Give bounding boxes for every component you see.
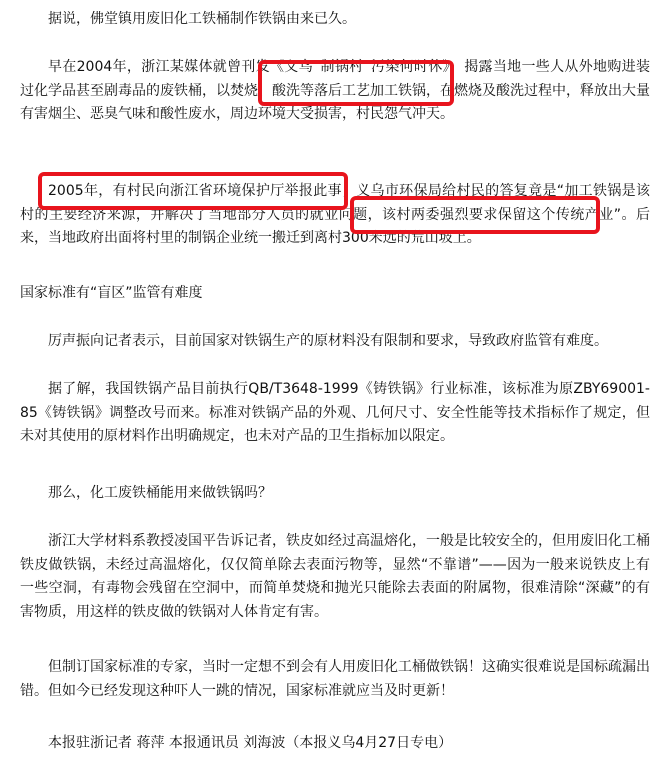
paragraph-2004-report: 早在2004年，浙江某媒体就曾刊发《义乌“制锅村”污染何时休》，揭露当地一些人从外地购进装过化学品甚至剧毒品的废铁桶，以焚烧、酸洗等落后工艺加工铁锅，在燃烧及酸洗过程中，释放出大量有害烟尘、恶臭气味和酸性废水，周边环境大受损害，村民怨气冲天。 (20, 59, 650, 122)
paragraph-2005-complaint: 2005年，有村民向浙江省环境保护厅举报此事；义乌市环保局给村民的答复竟是“加工铁锅是该村的主要经济来源，并解决了当地部分人员的就业问题，该村两委强烈要求保留这个传统产业”。后来，当地政府出面将村里的制锅企业统一搬迁到离村300米远的荒山坡上。 (20, 183, 650, 246)
paragraph-question: 那么，化工废铁桶能用来做铁锅吗？ (48, 485, 272, 501)
paragraph-regulation-difficulty: 厉声振向记者表示，目前国家对铁锅生产的原材料没有限制和要求，导致政府监管有难度。 (48, 333, 608, 349)
highlight-box-report-title (258, 60, 454, 106)
section-heading-standard-blind-spot: 国家标准有“盲区”监管有难度 (20, 285, 203, 301)
paragraph-standard-update: 但制订国家标准的专家，当时一定想不到会有人用废旧化工桶做铁锅！这确实很难说是国标疏漏出错。但如今已经发现这种吓人一跳的情况，国家标准就应当及时更新！ (20, 659, 650, 699)
highlight-box-complaint (38, 172, 348, 210)
highlight-box-village-request (350, 196, 600, 234)
byline: 本报驻浙记者 蒋萍 本报通讯员 刘海波（本报义乌4月27日专电） (48, 735, 453, 751)
paragraph-intro: 据说，佛堂镇用废旧化工铁桶制作铁锅由来已久。 (48, 11, 356, 27)
paragraph-expert-opinion: 浙江大学材料系教授凌国平告诉记者，铁皮如经过高温熔化，一般是比较安全的，但用废旧化工桶铁皮做铁锅，未经过高温熔化，仅仅简单除去表面污物等，显然“不靠谱”——因为一般来说铁皮上有一些空洞，有毒物会残留在空洞中，而简单焚烧和抛光只能除去表面的附属物，很难清除“深藏”的有害物质，用这样的铁皮做的铁锅对人体肯定有害。 (20, 533, 650, 620)
paragraph-industry-standard: 据了解，我国铁锅产品目前执行QB/T3648-1999《铸铁锅》行业标准，该标准为原ZBY69001-85《铸铁锅》调整改号而来。标准对铁锅产品的外观、几何尺寸、安全性能等技术指标作了规定，但未对其使用的原材料作出明确规定，也未对产品的卫生指标加以限定。 (20, 381, 650, 444)
